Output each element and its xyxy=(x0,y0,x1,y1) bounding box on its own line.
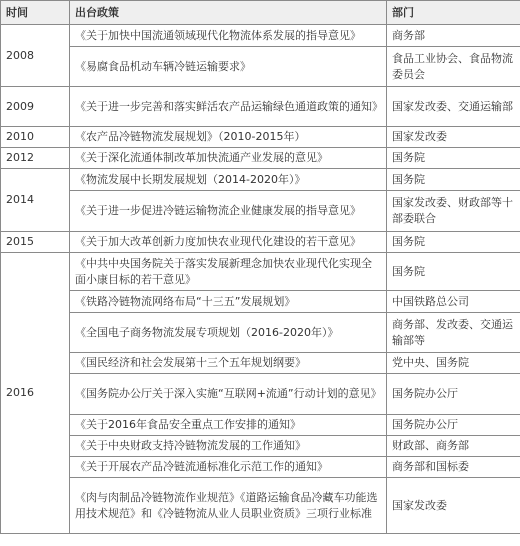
department-cell: 国务院办公厅 xyxy=(387,415,520,436)
table-row xyxy=(1,313,520,353)
year-cell: 2008 xyxy=(1,25,70,87)
header-time: 时间 xyxy=(1,1,70,25)
department-cell: 国家发改委 xyxy=(387,478,520,534)
policy-cell: 《关于中央财政支持冷链物流发展的工作通知》 xyxy=(70,436,387,457)
table-row xyxy=(1,232,520,253)
table-header xyxy=(1,1,520,25)
policy-cell: 《铁路冷链物流网络布局“十三五”发展规划》 xyxy=(70,291,387,313)
table-row xyxy=(1,353,520,374)
table-row xyxy=(1,291,520,313)
policy-cell: 《农产品冷链物流发展规划》（2010-2015年） xyxy=(70,127,387,148)
policy-cell: 《国务院办公厅关于深入实施“互联网+流通”行动计划的意见》 xyxy=(70,374,387,415)
department-cell: 商务部 xyxy=(387,25,520,47)
department-cell: 国务院办公厅 xyxy=(387,374,520,415)
table-row xyxy=(1,415,520,436)
table-body xyxy=(1,25,520,534)
table-row xyxy=(1,457,520,478)
policy-cell: 《关于加大改革创新力度加快农业现代化建设的若干意见》 xyxy=(70,232,387,253)
header-row xyxy=(1,1,520,25)
year-cell: 2012 xyxy=(1,148,70,169)
year-cell: 2010 xyxy=(1,127,70,148)
table-row xyxy=(1,127,520,148)
table-row xyxy=(1,253,520,291)
table-row xyxy=(1,478,520,534)
department-cell: 国务院 xyxy=(387,148,520,169)
department-cell: 商务部、发改委、交通运输部等 xyxy=(387,313,520,353)
department-cell: 国务院 xyxy=(387,169,520,191)
department-cell: 中国铁路总公司 xyxy=(387,291,520,313)
department-cell: 商务部和国标委 xyxy=(387,457,520,478)
table-row xyxy=(1,169,520,191)
table-row xyxy=(1,25,520,47)
header-policy: 出台政策 xyxy=(70,1,387,25)
table-row xyxy=(1,374,520,415)
department-cell: 食品工业协会、食品物流委员会 xyxy=(387,47,520,87)
table-row xyxy=(1,148,520,169)
department-cell: 国家发改委 xyxy=(387,127,520,148)
department-cell: 国家发改委、财政部等十部委联合 xyxy=(387,191,520,232)
year-cell: 2014 xyxy=(1,169,70,232)
header-department: 部门 xyxy=(387,1,520,25)
department-cell: 财政部、商务部 xyxy=(387,436,520,457)
department-cell: 国务院 xyxy=(387,232,520,253)
policy-cell: 《关于开展农产品冷链流通标准化示范工作的通知》 xyxy=(70,457,387,478)
policy-cell: 《关于深化流通体制改革加快流通产业发展的意见》 xyxy=(70,148,387,169)
policy-cell: 《国民经济和社会发展第十三个五年规划纲要》 xyxy=(70,353,387,374)
year-cell: 2015 xyxy=(1,232,70,253)
policy-cell: 《关于加快中国流通领域现代化物流体系发展的指导意见》 xyxy=(70,25,387,47)
policy-cell: 《关于进一步促进冷链运输物流企业健康发展的指导意见》 xyxy=(70,191,387,232)
policy-cell: 《关于2016年食品安全重点工作安排的通知》 xyxy=(70,415,387,436)
table-row xyxy=(1,47,520,87)
table-row xyxy=(1,87,520,127)
department-cell: 国家发改委、交通运输部 xyxy=(387,87,520,127)
department-cell: 国务院 xyxy=(387,253,520,291)
year-cell: 2016 xyxy=(1,253,70,534)
policy-cell: 《关于进一步完善和落实鲜活农产品运输绿色通道政策的通知》 xyxy=(70,87,387,127)
policy-cell: 《肉与肉制品冷链物流作业规范》《道路运输食品冷藏车功能选用技术规范》和《冷链物流从业人员职业资质》三项行业标准 xyxy=(70,478,387,534)
year-cell: 2009 xyxy=(1,87,70,127)
department-cell: 党中央、国务院 xyxy=(387,353,520,374)
table-row xyxy=(1,191,520,232)
policy-cell: 《易腐食品机动车辆冷链运输要求》 xyxy=(70,47,387,87)
policy-cell: 《中共中央国务院关于落实发展新理念加快农业现代化实现全面小康目标的若干意见》 xyxy=(70,253,387,291)
policy-cell: 《物流发展中长期发展规划（2014-2020年）》 xyxy=(70,169,387,191)
policy-cell: 《全国电子商务物流发展专项规划（2016-2020年）》 xyxy=(70,313,387,353)
table-row xyxy=(1,436,520,457)
